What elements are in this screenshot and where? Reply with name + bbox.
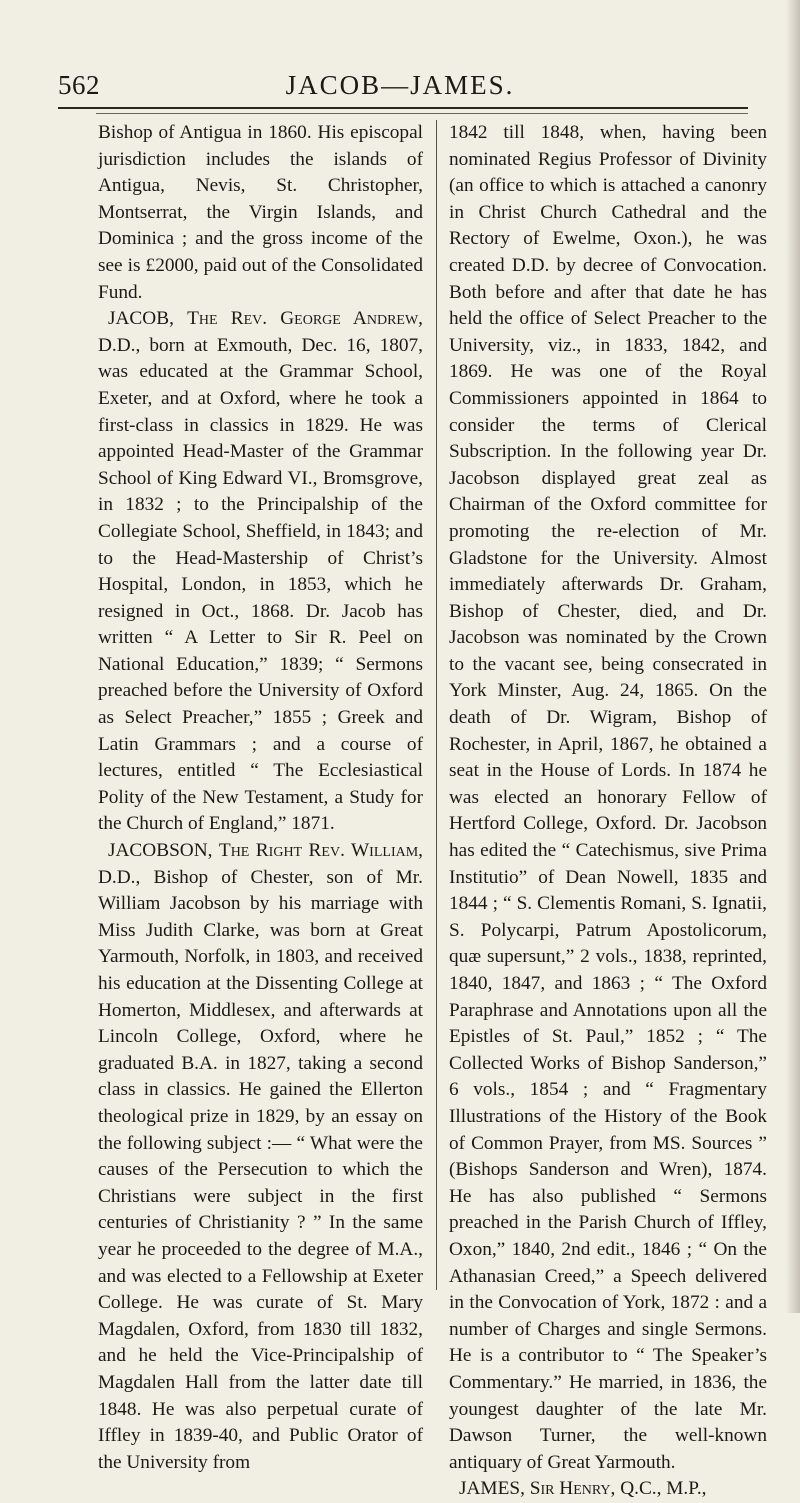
entry-james xyxy=(449,1476,767,1503)
running-title: JACOB—JAMES. xyxy=(285,70,515,100)
entry-surname: JACOB, xyxy=(108,308,174,330)
entry-jacobson xyxy=(98,838,423,1476)
continued-entry-text: 1842 till 1848, when, having been nominated Regius Professor of Divinity (an office to which is attached a canonry in Christ Church Cathedral and the Rectory of Ewelme, Oxon.), he was created D.D. by decree of Convocation. Both before and after that date he has held the office of Select Preacher to the University, viz., in 1833, 1842, and 1869. He was one of the Royal Commissioners appointed in 1864 to consider the terms of Clerical Subscription. In the following year Dr. Jacobson displayed great zeal as Chairman of the Oxford committee for promoting the re-election of Mr. Gladstone for the University. Almost immediately afterwards Dr. Graham, Bishop of Chester, died, and Dr. Jacobson was nominated by the Crown to the vacant see, being consecrated in York Minster, Aug. 24, 1865. On the death of Dr. Wigram, Bishop of Rochester, in April, 1867, he obtained a seat in the House of Lords. In 1874 he was elected an honorary Fellow of Hertford College, Oxford. Dr. Jacobson has edited the “ Catechismus, sive Prima Institutio” of Dean Nowell, 1835 and 1844 ; “ S. Clementis Romani, S. Ignatii, S. Polycarpi, Patrum Apostolicorum, quæ supersunt,” 2 vols., 1838, reprinted, 1840, 1847, and 1863 ; “ The Oxford Paraphrase and Annotations upon all the Epistles of St. Paul,” 1852 ; “ The Collected Works of Bishop Sanderson,” 6 vols., 1854 ; and “ Fragmentary Illustrations of the History of the Book of Common Prayer, from MS. Sources ” (Bishops Sanderson and Wren), 1874. He has also published “ Sermons preached in the Parish Church of Iffley, Oxon,” 1840, 2nd edit., 1846 ; “ On the Athanasian Creed,” a Speech delivered in the Convocation of York, 1872 : and a number of Charges and single Sermons. He is a contributor to “ The Speaker’s Commentary.” He married, in 1836, the youngest daughter of the late Mr. Dawson Turner, the well-known antiquary of Great Yarmouth. xyxy=(449,122,767,1473)
entry-title-name: Sir Henry, xyxy=(529,1478,616,1500)
entry-title-name: The Right Rev. William, xyxy=(218,840,423,862)
entry-surname: JACOBSON, xyxy=(108,840,213,862)
left-column xyxy=(98,120,423,1476)
right-column xyxy=(449,120,767,1503)
entry-body: D.D., Bishop of Chester, son of Mr. William Jacobson by his marriage with Miss Judith Clarke, was born at Great Yarmouth, Norfolk, in 1803, and received his education at the Dissenting College at Homerton, Middlesex, and afterwards at Lincoln College, Oxford, where he graduated B.A. in 1827, taking a second class in classics. He gained the Ellerton theological prize in 1829, by an essay on the following subject :— “ What were the causes of the Persecution to which the Christians were subject in the first centuries of Christianity ? ” In the same year he proceeded to the degree of M.A., and was elected to a Fellowship at Exeter College. He was curate of St. Mary Magdalen, Oxford, from 1830 till 1832, and he held the Vice-Principalship of Magdalen Hall from the latter date till 1848. He was also perpetual curate of Iffley in 1839-40, and Public Orator of the University from xyxy=(98,866,423,1473)
header-rule xyxy=(58,107,748,109)
entry-surname: JAMES, xyxy=(459,1478,525,1500)
page-edge-shadow xyxy=(786,0,800,1313)
entry-jacob xyxy=(98,306,423,838)
page-number: 562 xyxy=(58,70,100,100)
header-rule-thin xyxy=(96,113,748,114)
column-divider xyxy=(436,120,437,1290)
entry-body: Q.C., M.P., xyxy=(620,1478,707,1500)
entry-body: D.D., born at Exmouth, Dec. 16, 1807, was educated at the Grammar School, Exeter, and at Oxford, where he took a first-class in classics in 1829. He was appointed Head-Master of the Grammar School of King Edward VI., Bromsgrove, in 1832 ; to the Principalship of the Collegiate School, Sheffield, in 1843; and to the Head-Mastership of Christ’s Hospital, London, in 1853, which he resigned in Oct., 1868. Dr. Jacob has written “ A Letter to Sir R. Peel on National Education,” 1839; “ Sermons preached before the University of Oxford as Select Preacher,” 1855 ; Greek and Latin Grammars ; and a course of lectures, entitled “ The Ecclesiastical Polity of the New Testament, a Study for the Church of England,” 1871. xyxy=(98,334,423,835)
entry-title-name: The Rev. George Andrew, xyxy=(187,308,423,330)
continued-entry-text: Bishop of Antigua in 1860. His episcopal jurisdiction includes the islands of Antigua, Nevis, St. Christopher, Montserrat, the Virgin Islands, and Dominica ; and the gross income of the see is £2000, paid out of the Consolidated Fund. xyxy=(98,122,423,303)
